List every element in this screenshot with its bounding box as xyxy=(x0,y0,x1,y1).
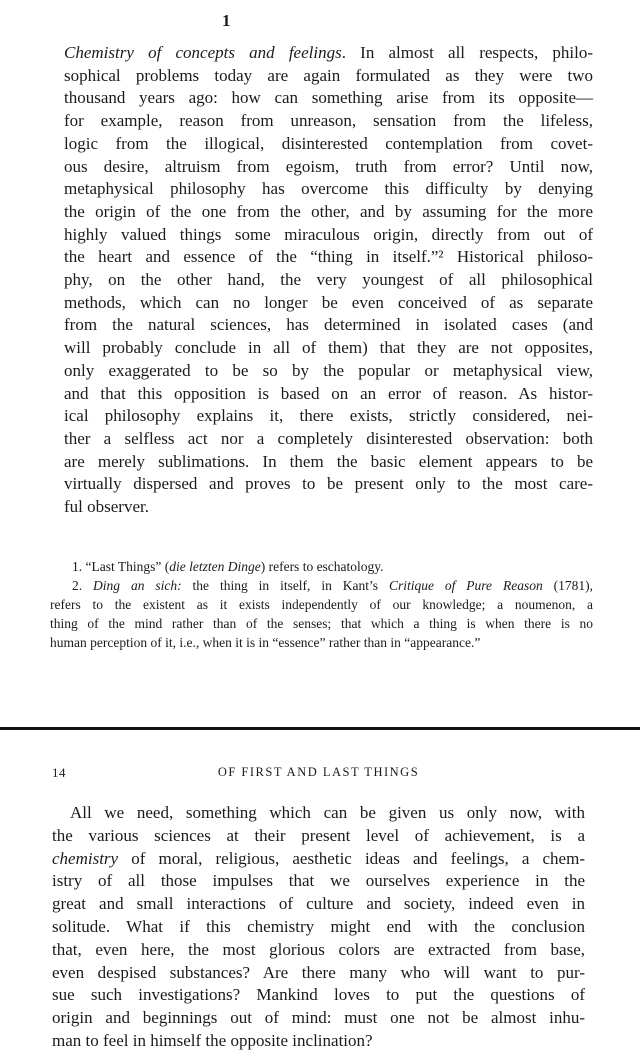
text-line: will probably conclude in all of them) that they are not opposites, xyxy=(64,338,593,358)
text-line: ical philosophy explains it, there exists, strictly considered, nei- xyxy=(64,406,593,426)
text-line: and that this opposition is based on an error of reason. As histor- xyxy=(64,383,593,403)
text-line: thousand years ago: how can something arise from its opposite— xyxy=(64,88,593,108)
text-line: 2. Ding an sich: the thing in itself, in Kant’s Critique of Pure Reason (1781), xyxy=(72,578,593,593)
text-line: logic from the illogical, disinterested contemplation from covet- xyxy=(64,133,593,153)
footnote-1 xyxy=(50,557,593,576)
text-line: for example, reason from unreason, sensation from the lifeless, xyxy=(64,111,593,131)
text-line: are merely sublimations. In them the basic element appears to be xyxy=(64,451,593,471)
text-line: sue such investigations? Mankind loves to put the questions of xyxy=(52,985,585,1005)
text-line: human perception of it, i.e., when it is in “essence” rather than in “appearance.” xyxy=(50,635,481,650)
text-line: ous desire, altruism from egoism, truth from error? Until now, xyxy=(64,156,593,176)
text-line: only exaggerated to be so by the popular or metaphysical view, xyxy=(64,360,593,380)
text-line: refers to the existent as it exists independently of our knowledge; a noumenon, a xyxy=(50,597,593,612)
text-line: thing of the mind rather than of the senses; that which a thing is when there is no xyxy=(50,616,593,631)
text-line: the origin of the one from the other, and by assuming for the more xyxy=(64,201,593,221)
text-line: the heart and essence of the “thing in itself.”² Historical philoso- xyxy=(64,247,593,267)
page2-paragraph xyxy=(52,802,585,1053)
page-number: 14 xyxy=(52,765,66,780)
footnote-2 xyxy=(50,576,593,652)
text-line: highly valued things some miraculous origin, directly from out of xyxy=(64,224,593,244)
section-number: 1 xyxy=(222,11,232,30)
text-line: metaphysical philosophy has overcome this difficulty by denying xyxy=(64,179,593,199)
text-line: origin and beginnings out of mind: must one not be almost inhu- xyxy=(52,1008,585,1028)
text-line: the various sciences at their present level of achievement, is a xyxy=(52,825,585,845)
running-title: OF FIRST AND LAST THINGS xyxy=(217,765,420,779)
text-line: All we need, something which can be given us only now, with xyxy=(70,803,585,822)
text-line: from the natural sciences, has determined in isolated cases (and xyxy=(64,315,593,335)
text-line: virtually dispersed and proves to be present only to the most care- xyxy=(64,474,593,494)
text-line: methods, which can no longer be even conceived of as separate xyxy=(64,292,593,312)
text-line: phy, on the other hand, the very youngest of all philosophical xyxy=(64,270,593,290)
page-divider xyxy=(0,727,640,730)
text-line: ther a selfless act nor a completely disinterested observation: both xyxy=(64,428,593,448)
text-line: 1. “Last Things” (die letzten Dinge) refers to eschatology. xyxy=(72,559,384,574)
page1-paragraph xyxy=(64,42,593,519)
text-line: Chemistry of concepts and feelings. In almost all respects, philo- xyxy=(64,43,593,62)
text-line: that, even here, the most glorious colors are extracted from base, xyxy=(52,939,585,959)
text-line: sophical problems today are again formulated as they were two xyxy=(64,65,593,85)
running-header xyxy=(52,765,585,783)
text-line: great and small interactions of culture and society, indeed even in xyxy=(52,894,585,914)
text-line: solitude. What if this chemistry might end with the conclusion xyxy=(52,916,585,936)
text-line: even despised substances? Are there many who will want to pur- xyxy=(52,962,585,982)
text-line: man to feel in himself the opposite inclination? xyxy=(52,1030,373,1050)
text-line: ful observer. xyxy=(64,497,149,517)
text-line: istry of all those impulses that we ourselves experience in the xyxy=(52,871,585,891)
footnotes xyxy=(50,557,593,652)
text-line: chemistry of moral, religious, aesthetic ideas and feelings, a chem- xyxy=(52,848,585,868)
